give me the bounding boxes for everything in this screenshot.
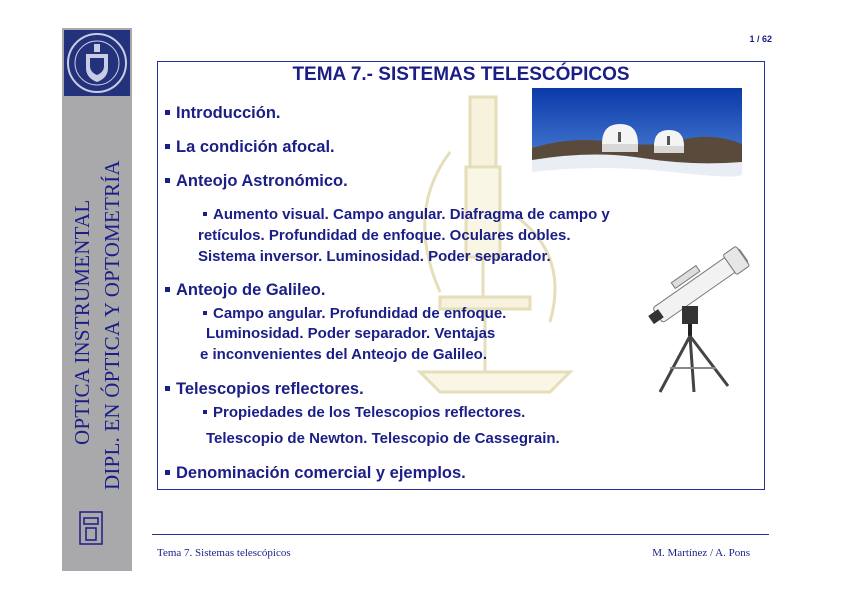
bullet-icon <box>165 178 170 183</box>
bullet-icon <box>203 212 207 216</box>
topic-item: La condición afocal. <box>165 138 335 157</box>
subtopic-line: Propiedades de los Telescopios reflectores. <box>203 404 525 421</box>
topic-item: Introducción. <box>165 104 281 123</box>
subtopic-line: Aumento visual. Campo angular. Diafragma de campo y <box>203 206 610 223</box>
bullet-icon <box>165 110 170 115</box>
footer-authors: M. Martínez / A. Pons <box>652 547 750 559</box>
topic-item: Anteojo Astronómico. <box>165 172 348 191</box>
observatory-photo <box>532 88 742 185</box>
bullet-icon <box>165 287 170 292</box>
university-seal-logo <box>64 30 130 96</box>
page-number: 1 / 62 <box>749 34 772 44</box>
subtopic-line: Campo angular. Profundidad de enfoque. <box>203 305 506 322</box>
topic-item: Anteojo de Galileo. <box>165 281 325 300</box>
subtopic-line: Luminosidad. Poder separador. Ventajas <box>206 325 496 342</box>
subtopic-line: e inconvenientes del Anteojo de Galileo. <box>200 346 488 363</box>
subtopic-line: retículos. Profundidad de enfoque. Oculares dobles. <box>198 227 571 244</box>
refractor-telescope-photo <box>638 246 756 394</box>
subtopic-line: Sistema inversor. Luminosidad. Poder separador. <box>198 248 551 265</box>
sidebar-course-title: OPTICA INSTRUMENTAL <box>70 199 94 445</box>
footer-divider <box>152 534 769 535</box>
topic-item: Telescopios reflectores. <box>165 380 364 399</box>
sidebar-degree-title: DIPL. EN ÓPTICA Y OPTOMETRÍA <box>100 160 124 490</box>
slide-title: TEMA 7.- SISTEMAS TELESCÓPICOS <box>292 64 630 85</box>
department-logo-icon <box>78 510 104 546</box>
footer-topic: Tema 7. Sistemas telescópicos <box>157 547 291 559</box>
topic-item: Denominación comercial y ejemplos. <box>165 464 466 483</box>
bullet-icon <box>165 144 170 149</box>
bullet-icon <box>203 410 207 414</box>
bullet-icon <box>203 311 207 315</box>
subtopic-line: Telescopio de Newton. Telescopio de Cassegrain. <box>206 430 560 447</box>
bullet-icon <box>165 386 170 391</box>
bullet-icon <box>165 470 170 475</box>
